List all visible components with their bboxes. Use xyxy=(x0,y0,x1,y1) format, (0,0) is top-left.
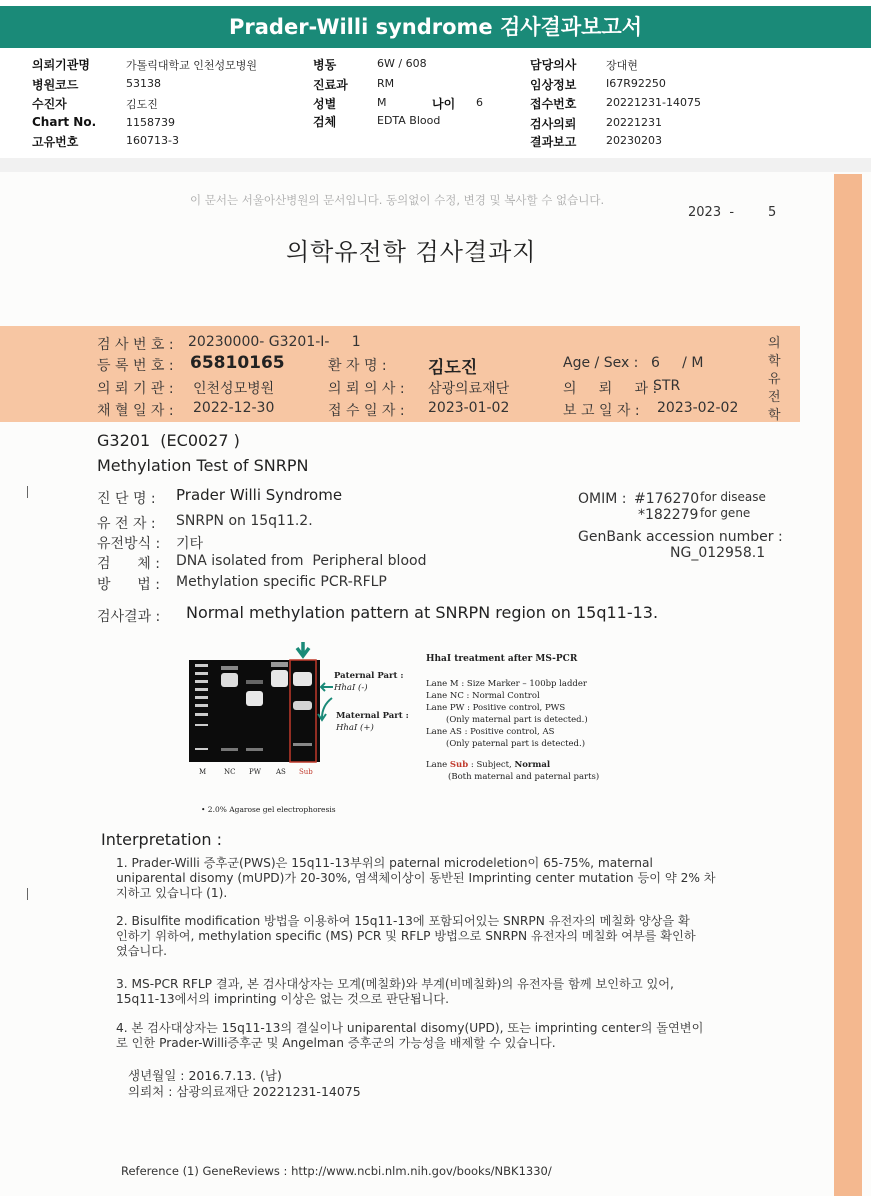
label-receipt-no: 접수번호 xyxy=(530,97,577,111)
doc-page: 5 xyxy=(768,205,777,220)
value-institution-band: 인천성모병원 xyxy=(193,381,275,397)
arrow-icon xyxy=(318,698,332,720)
label-hospital-code: 병원코드 xyxy=(32,78,79,92)
birth-date: 생년월일 : 2016.7.13. (남) xyxy=(128,1068,282,1083)
side-char: 학 xyxy=(768,354,781,369)
report-title: Prader-Willi syndrome 검사결과보고서 xyxy=(0,6,871,48)
label-age-sex: Age / Sex : xyxy=(563,355,639,371)
gel-electrophoresis-figure xyxy=(180,636,420,816)
result-value: Normal methylation pattern at SNRPN region on 15q11-13. xyxy=(186,603,659,622)
label-unique-no: 고유번호 xyxy=(32,135,79,149)
result-label: 검사결과 : xyxy=(97,609,161,625)
value-institution: 가톨릭대학교 인천성모병원 xyxy=(126,59,258,72)
value-chart-no: 1158739 xyxy=(126,116,175,129)
legend-line: (Only maternal part is detected.) xyxy=(446,715,588,725)
lane-label-as: AS xyxy=(276,768,286,776)
interp-line: 였습니다. xyxy=(116,944,167,958)
value-age: 6 xyxy=(476,96,483,109)
value-sex: M xyxy=(377,96,387,109)
separator xyxy=(0,158,871,172)
value-report-date-band: 2023-02-02 xyxy=(657,400,739,416)
label-specimen: 검체 xyxy=(313,115,337,129)
requester: 의뢰처 : 삼광의료재단 20221231-14075 xyxy=(128,1084,361,1099)
label-doctor: 담당의사 xyxy=(530,58,577,72)
interp-line: 15q11-13에서의 imprinting 이상은 없는 것으로 판단됩니다. xyxy=(116,992,450,1006)
margin-mark xyxy=(27,486,28,498)
value-unique-no: 160713-3 xyxy=(126,134,179,147)
label-patient-name: 환 자 명 : xyxy=(328,358,387,374)
field-label-method: 방 법 : xyxy=(97,577,160,593)
side-char: 학 xyxy=(768,408,781,423)
field-label-diagnosis: 진 단 명 : xyxy=(97,491,156,507)
margin-mark xyxy=(27,888,28,900)
field-value-inheritance: 기타 xyxy=(176,536,204,552)
interp-line: 2. Bisulfite modification 방법을 이용하여 15q11-13에 포함되어있는 SNRPN 유전자의 메칠화 양상을 확 xyxy=(116,914,690,928)
label-requesting-doctor: 의 뢰 의 사 : xyxy=(328,381,405,397)
value-collect-date: 2022-12-30 xyxy=(193,400,275,416)
lane-label-sub: Sub xyxy=(299,768,313,776)
field-value-specimen: DNA isolated from Peripheral blood xyxy=(176,553,427,569)
arrow-icon xyxy=(297,642,309,656)
interpretation-title: Interpretation : xyxy=(101,830,222,849)
maternal-sub: HhaI (+) xyxy=(336,723,374,733)
label-requesting-dept: 의 뢰 과 : xyxy=(563,381,658,397)
legend-line: Lane NC : Normal Control xyxy=(426,691,540,701)
value-hospital-code: 53138 xyxy=(126,77,161,90)
omim-gene: *182279 xyxy=(638,507,699,523)
omim-disease-note: for disease xyxy=(700,490,766,504)
label-reg-no: 등 록 번 호 : xyxy=(97,358,174,374)
value-patient-name: 김도진 xyxy=(428,358,478,378)
interp-2 xyxy=(116,914,696,959)
legend-sub-bold: Normal xyxy=(514,760,551,770)
value-doctor: 장대현 xyxy=(606,59,638,72)
value-department: RM xyxy=(377,77,395,90)
legend-line: (Only paternal part is detected.) xyxy=(446,739,586,749)
legend-line: Lane PW : Positive control, PWS xyxy=(426,703,566,713)
genbank-label: GenBank accession number : xyxy=(578,529,783,545)
interp-line: 4. 본 검사대상자는 15q11-13의 결실이나 uniparental disomy(UPD), 또는 imprinting center의 돌연변이 xyxy=(116,1021,704,1035)
label-institution: 의뢰기관명 xyxy=(32,58,90,72)
interp-4 xyxy=(116,1021,703,1051)
label-ward: 병동 xyxy=(313,58,337,72)
right-edge-strip xyxy=(834,174,862,1196)
header-info xyxy=(0,48,871,158)
doc-year: 2023 - xyxy=(688,205,735,220)
label-sex: 성별 xyxy=(313,97,337,111)
interp-line: 지하고 있습니다 (1). xyxy=(116,886,228,900)
label-collect-date: 채 혈 일 자 : xyxy=(97,403,174,419)
lane-label-pw: PW xyxy=(249,768,261,776)
field-value-gene: SNRPN on 15q11.2. xyxy=(176,513,313,529)
value-ward: 6W / 608 xyxy=(377,57,427,70)
doc-title: 의학유전학 검사결과지 xyxy=(286,238,537,266)
legend-sub-word: Sub xyxy=(449,760,469,770)
interp-line: 1. Prader-Willi 증후군(PWS)은 15q11-13부위의 paternal microdeletion이 65-75%, maternal xyxy=(116,856,653,870)
value-requesting-doctor: 삼광의료재단 xyxy=(428,381,510,397)
value-specimen: EDTA Blood xyxy=(377,114,441,127)
interp-1 xyxy=(116,856,716,901)
value-request-date: 20221231 xyxy=(606,116,662,129)
test-name: Methylation Test of SNRPN xyxy=(97,456,309,475)
label-report-date-band: 보 고 일 자 : xyxy=(563,403,640,419)
value-report-date: 20230203 xyxy=(606,134,662,147)
interp-line: 로 인한 Prader-Willi증후군 및 Angelman 증후군의 가능성을 배제할 수 있습니다. xyxy=(116,1036,556,1050)
omim-label: OMIM : xyxy=(578,491,627,507)
test-code: G3201 (EC0027 ) xyxy=(97,431,240,450)
paternal-label: Paternal Part : xyxy=(334,671,404,681)
value-reg-no: 65810165 xyxy=(190,353,285,373)
label-age: 나이 xyxy=(432,97,456,111)
legend-sub-rest: : Subject, xyxy=(468,760,515,770)
genbank-value: NG_012958.1 xyxy=(670,545,766,561)
copy-notice: 이 문서는 서울아산병원의 문서입니다. 동의없이 수정, 변경 및 복사할 수 없습니다. xyxy=(190,193,605,207)
maternal-label: Maternal Part : xyxy=(336,711,409,721)
side-char: 의 xyxy=(768,336,781,351)
label-clinical-info: 임상정보 xyxy=(530,78,577,92)
label-test-no: 검 사 번 호 : xyxy=(97,337,174,353)
side-char: 유 xyxy=(768,372,781,387)
side-char: 전 xyxy=(768,390,781,405)
legend-sub-line xyxy=(426,760,550,770)
field-value-diagnosis: Prader Willi Syndrome xyxy=(176,486,343,504)
value-clinical-info: I67R92250 xyxy=(606,77,666,90)
field-label-specimen: 검 체 : xyxy=(97,556,160,572)
label-request-date: 검사의뢰 xyxy=(530,117,577,131)
label-institution-band: 의 뢰 기 관 : xyxy=(97,381,174,397)
legend-line: Lane M : Size Marker – 100bp ladder xyxy=(426,679,587,689)
value-age-sex: 6 / M xyxy=(651,355,704,371)
value-requesting-dept: STR xyxy=(653,378,681,394)
label-chart-no: Chart No. xyxy=(32,115,97,129)
field-label-inheritance: 유전방식 : xyxy=(97,536,161,552)
lane-label-nc: NC xyxy=(224,768,236,776)
label-patient: 수진자 xyxy=(32,97,67,111)
interp-line: 인하기 위하여, methylation specific (MS) PCR 및 RFLP 방법으로 SNRPN 유전자의 메칠화 여부를 확인하 xyxy=(116,929,696,943)
reference-link[interactable]: Reference (1) GeneReviews : http://www.ncbi.nlm.nih.gov/books/NBK1330/ xyxy=(121,1164,552,1178)
arrow-icon xyxy=(321,683,333,691)
omim-disease: #176270 xyxy=(634,491,700,507)
legend-sub-note: (Both maternal and paternal parts) xyxy=(448,772,600,782)
legend-sub-prefix: Lane xyxy=(426,760,450,770)
value-test-no: 20230000- G3201-I- 1 xyxy=(188,334,361,350)
lane-label-m: M xyxy=(199,768,207,776)
interp-line: 3. MS-PCR RFLP 결과, 본 검사대상자는 모계(메칠화)와 부계(비메칠화)의 유전자를 함께 보인하고 있어, xyxy=(116,977,674,991)
legend-title: HhaI treatment after MS-PCR xyxy=(426,654,578,664)
interp-3 xyxy=(116,977,674,1007)
legend-line: Lane AS : Positive control, AS xyxy=(426,727,555,737)
label-department: 진료과 xyxy=(313,78,348,92)
label-report-date: 결과보고 xyxy=(530,135,577,149)
gel-footnote: • 2.0% Agarose gel electrophoresis xyxy=(201,805,336,814)
value-receipt-no: 20221231-14075 xyxy=(606,96,701,109)
paternal-sub: HhaI (-) xyxy=(334,683,368,693)
omim-gene-note: for gene xyxy=(700,506,751,520)
field-label-gene: 유 전 자 : xyxy=(97,516,156,532)
interp-line: uniparental disomy (mUPD)가 20-30%, 염색체이상이 동반된 Imprinting center mutation 등이 약 2% 차 xyxy=(116,871,716,885)
field-value-method: Methylation specific PCR-RFLP xyxy=(176,574,387,590)
value-receive-date: 2023-01-02 xyxy=(428,400,510,416)
value-patient: 김도진 xyxy=(126,98,158,111)
label-receive-date: 접 수 일 자 : xyxy=(328,403,405,419)
